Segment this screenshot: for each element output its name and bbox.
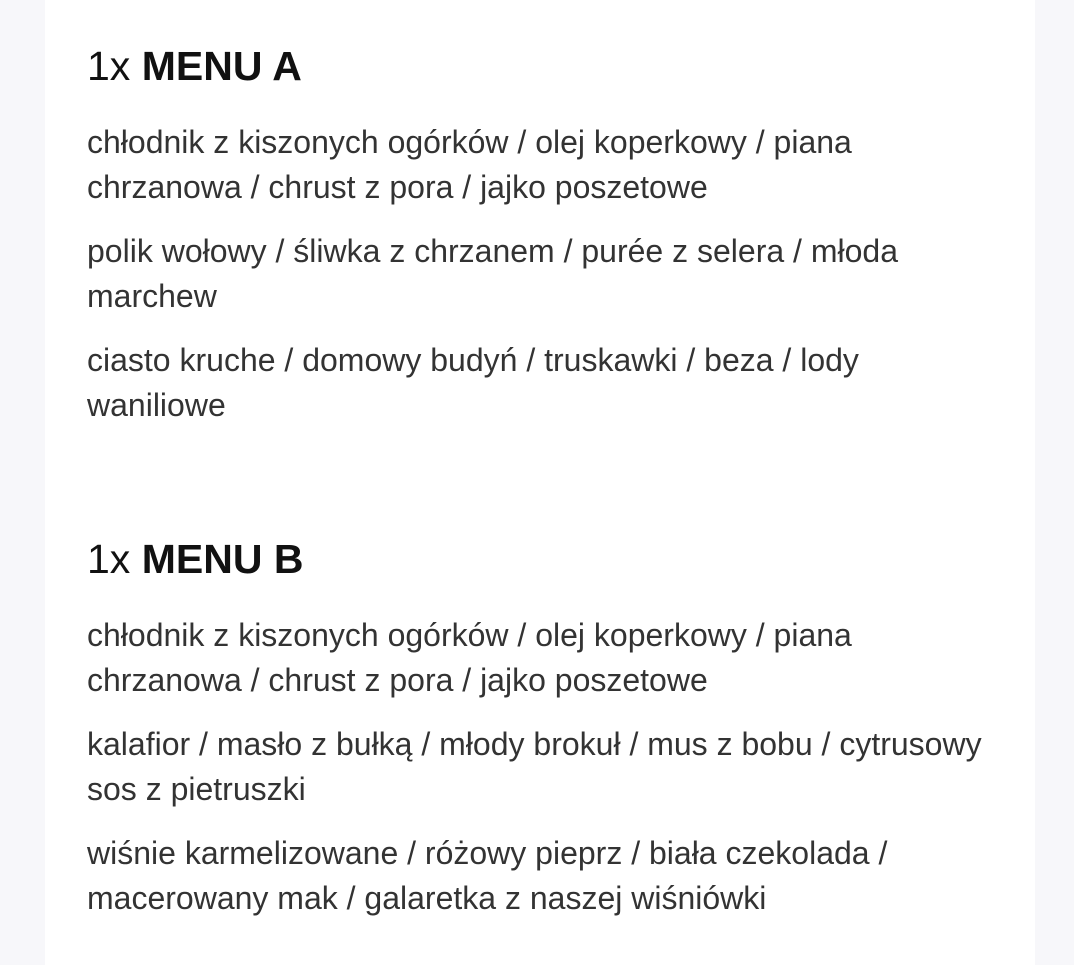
menu-a-name: MENU A bbox=[141, 43, 302, 89]
menu-a-heading bbox=[87, 40, 987, 92]
menu-b-dessert: wiśnie karmelizowane / różowy pieprz / biała czekolada / macerowany mak / galaretka z naszej wiśniówki bbox=[87, 835, 888, 916]
menu-b-starter: chłodnik z kiszonych ogórków / olej koperkowy / piana chrzanowa / chrust z pora / jajko poszetowe bbox=[87, 617, 852, 698]
menu-a-section bbox=[87, 40, 987, 428]
menu-a-quantity: 1x bbox=[87, 43, 131, 89]
menu-b-main-course: kalafior / masło z bułką / młody brokuł / mus z bobu / cytrusowy sos z pietruszki bbox=[87, 726, 982, 807]
menu-a-dessert: ciasto kruche / domowy budyń / truskawki / beza / lody waniliowe bbox=[87, 342, 859, 423]
menu-a-main-course: polik wołowy / śliwka z chrzanem / purée z selera / młoda marchew bbox=[87, 233, 898, 314]
menu-b-section bbox=[87, 533, 987, 921]
menu-b-heading bbox=[87, 533, 987, 585]
menu-b-name: MENU B bbox=[141, 536, 304, 582]
menu-card bbox=[45, 0, 1035, 965]
menu-b-quantity: 1x bbox=[87, 536, 131, 582]
menu-a-starter: chłodnik z kiszonych ogórków / olej koperkowy / piana chrzanowa / chrust z pora / jajko poszetowe bbox=[87, 124, 852, 205]
